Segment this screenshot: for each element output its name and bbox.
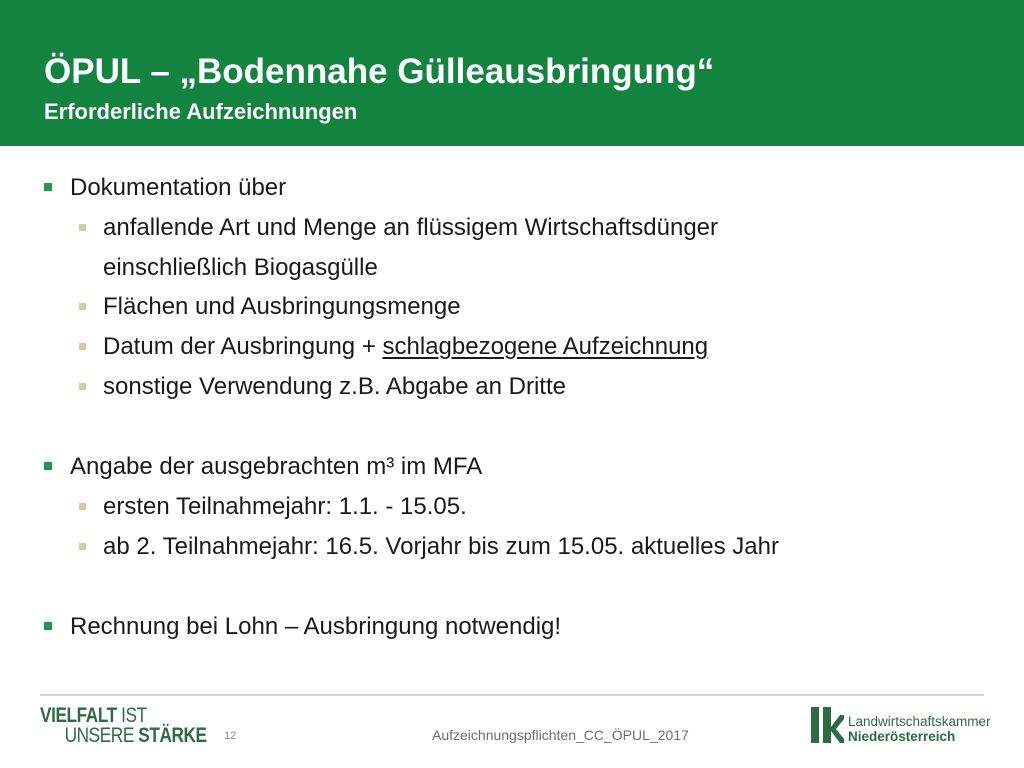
document-name: Aufzeichnungspflichten_CC_ÖPUL_2017	[432, 727, 689, 743]
footer-divider	[40, 694, 984, 696]
sub-bullet-text: ersten Teilnahmejahr: 1.1. - 15.05.	[103, 493, 467, 520]
slogan-word: UNSERE	[64, 724, 139, 747]
logo-line: Landwirtschaftskammer	[848, 714, 991, 729]
logo-line: Niederösterreich	[848, 729, 956, 744]
lk-logo-icon	[810, 706, 844, 744]
sub-bullet-text	[103, 331, 708, 363]
underlined-emphasis: schlagbezogene Aufzeichnung	[382, 333, 709, 360]
sub-bullet-text-continued: einschließlich Biogasgülle	[103, 254, 378, 281]
slogan-word: STÄRKE	[138, 724, 207, 747]
sub-bullet-marker	[79, 383, 86, 390]
sub-bullet-marker	[79, 303, 86, 310]
slide-title: ÖPUL – „Bodennahe Gülleausbringung“	[44, 52, 715, 91]
bullet-marker	[44, 622, 52, 630]
sub-bullet-text-plain: Datum der Ausbringung +	[103, 333, 383, 360]
sub-bullet-marker	[79, 343, 86, 350]
slogan-word: IST	[116, 704, 147, 727]
sub-bullet-text: sonstige Verwendung z.B. Abgabe an Dritte	[103, 373, 566, 400]
bullet-text: Rechnung bei Lohn – Ausbringung notwendig!	[70, 613, 562, 640]
slogan-logo	[40, 706, 207, 746]
slide-subtitle: Erforderliche Aufzeichnungen	[44, 99, 358, 124]
bullet-marker	[44, 462, 52, 470]
sub-bullet-marker	[79, 224, 86, 231]
sub-bullet-text: Flächen und Ausbringungsmenge	[103, 293, 461, 320]
bullet-text: Dokumentation über	[70, 174, 287, 201]
sub-bullet-text: anfallende Art und Menge an flüssigem Wirtschaftsdünger	[103, 214, 719, 241]
sub-bullet-text: ab 2. Teilnahmejahr: 16.5. Vorjahr bis zum 15.05. aktuelles Jahr	[103, 533, 779, 560]
page-number: 12	[224, 730, 237, 742]
sub-bullet-marker	[79, 543, 86, 550]
chamber-logo-text	[848, 714, 991, 744]
bullet-marker	[44, 183, 52, 191]
sub-bullet-marker	[79, 503, 86, 510]
bullet-text: Angabe der ausgebrachten m³ im MFA	[70, 453, 483, 480]
slogan-word: VIELFALT	[40, 704, 117, 727]
